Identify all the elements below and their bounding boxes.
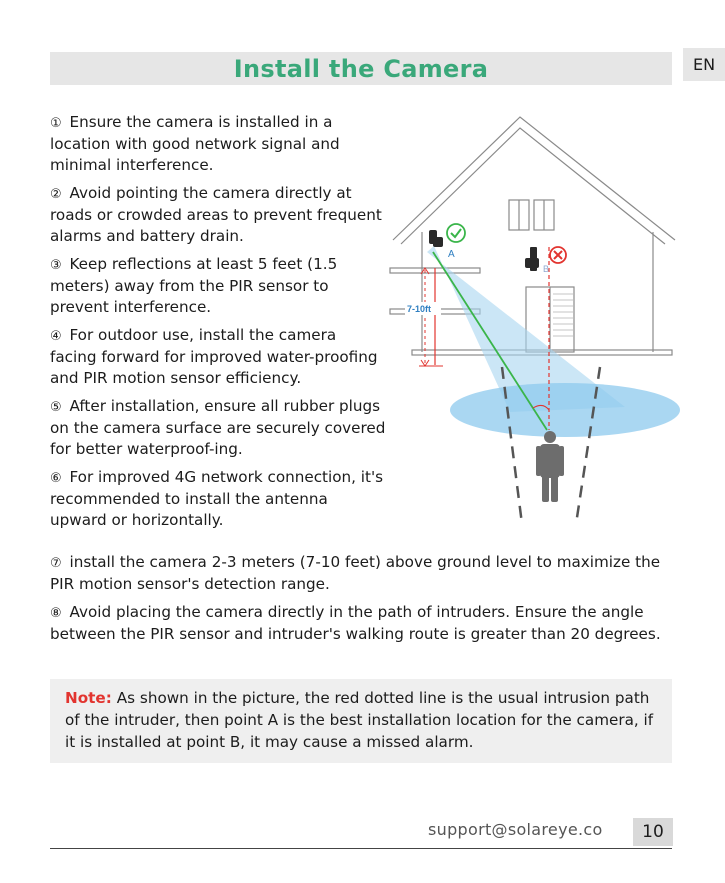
height-label: 7-10ft — [407, 304, 432, 314]
instruction-list-full — [50, 552, 680, 652]
window-shutter — [553, 294, 573, 336]
check-icon — [447, 224, 465, 242]
item-text: For outdoor use, install the camera facing forward for improved water-proofing and PIR motion sensor efficiency. — [50, 326, 378, 387]
instruction-item — [50, 396, 386, 460]
item-marker: ④ — [50, 329, 62, 344]
language-tab: EN — [683, 48, 725, 81]
item-text: After installation, ensure all rubber plugs on the camera surface are securely covered for better waterproof-ing. — [50, 397, 386, 458]
point-a-label: A — [448, 249, 455, 260]
item-text: For improved 4G network connection, it's recommended to install the antenna upward or horizontally. — [50, 468, 384, 529]
person-icon — [536, 431, 564, 502]
instruction-item — [50, 254, 386, 318]
item-marker: ⑤ — [50, 400, 62, 415]
instruction-item — [50, 325, 386, 389]
instruction-item — [50, 183, 386, 247]
detection-area — [450, 383, 680, 437]
instruction-item — [50, 602, 680, 645]
page-number: 10 — [633, 818, 673, 846]
item-text: install the camera 2-3 meters (7-10 feet) above ground level to maximize the PIR motion sensor's detection range. — [50, 553, 661, 593]
camera-icon — [525, 247, 539, 271]
note-text-block — [65, 687, 664, 753]
item-marker: ⑦ — [50, 556, 62, 571]
point-b-label: B — [543, 264, 550, 274]
item-text: Ensure the camera is installed in a location with good network signal and minimal interference. — [50, 113, 340, 174]
item-marker: ⑥ — [50, 471, 62, 486]
title-bar — [50, 52, 672, 85]
instruction-list-left — [50, 112, 386, 538]
page-title: Install the Camera — [233, 55, 489, 83]
item-text: Avoid placing the camera directly in the path of intruders. Ensure the angle between the PIR sensor and intruder's walking route is greater than 20 degrees. — [50, 603, 661, 643]
footer-rule — [50, 848, 672, 849]
instruction-item — [50, 112, 386, 176]
note-label: Note: — [65, 689, 112, 707]
note-text: As shown in the picture, the red dotted line is the usual intrusion path of the intruder, then point A is the best installation location for the camera, if it is installed at point B, it may cause a missed alarm. — [65, 689, 654, 751]
item-marker: ① — [50, 116, 62, 131]
check-mark — [451, 229, 461, 237]
installation-illustration — [385, 112, 685, 532]
item-marker: ② — [50, 187, 62, 202]
item-text: Keep reflections at least 5 feet (1.5 meters) away from the PIR sensor to prevent interference. — [50, 255, 338, 316]
item-marker: ③ — [50, 258, 62, 273]
item-marker: ⑧ — [50, 606, 62, 621]
instruction-item — [50, 552, 680, 595]
support-email: support@solareye.co — [428, 820, 603, 839]
camera-icon — [429, 230, 443, 247]
item-text: Avoid pointing the camera directly at roads or crowded areas to prevent frequent alarms and battery drain. — [50, 184, 382, 245]
note-box — [50, 679, 672, 763]
instruction-item — [50, 467, 386, 531]
